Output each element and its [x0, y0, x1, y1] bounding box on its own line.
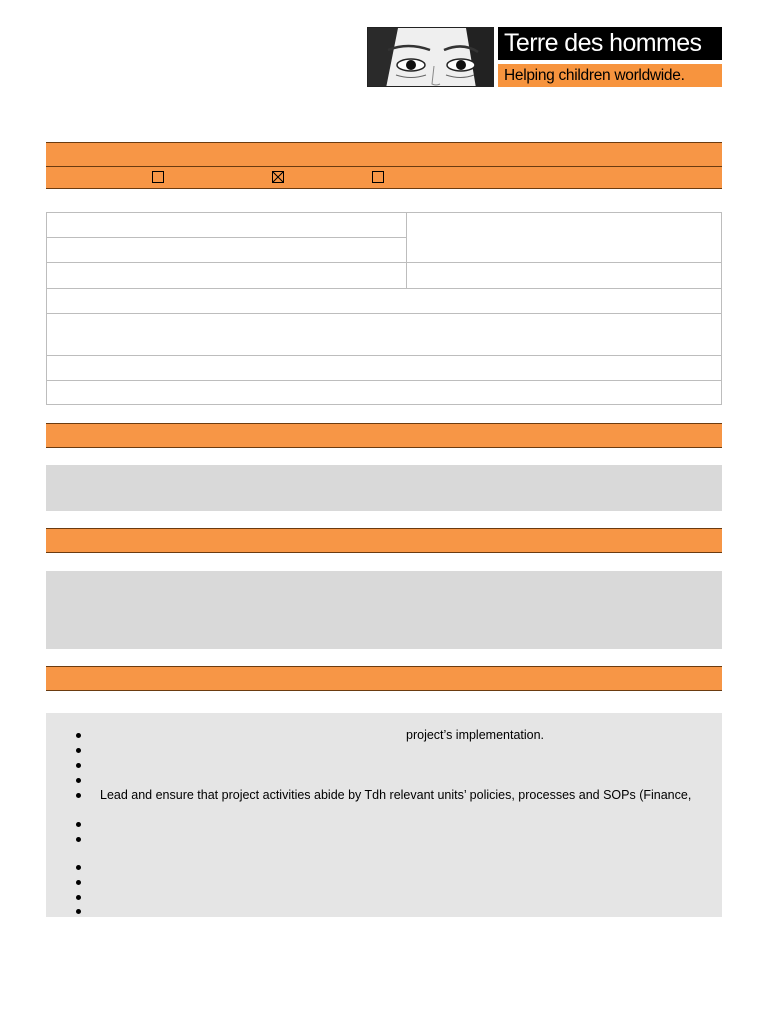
responsibility-text: Lead and ensure that project activities abide by Tdh relevant units’ policies, processes and SOPs (Finance,: [100, 788, 692, 802]
responsibility-item: [46, 832, 722, 846]
section-content-2: [46, 571, 722, 649]
responsibilities-list: [46, 713, 722, 917]
bullet-icon: [76, 895, 81, 900]
brand-name: Terre des hommes: [498, 27, 722, 60]
responsibility-item: [46, 773, 722, 787]
bullet-icon: [76, 865, 81, 870]
responsibility-item: [46, 875, 722, 889]
section-bar-3: [46, 666, 722, 691]
bullet-icon: [76, 880, 81, 885]
bullet-icon: [76, 822, 81, 827]
section-bar-1: [46, 423, 722, 448]
checkbox-option-3[interactable]: [372, 171, 384, 183]
title-bar: [46, 142, 722, 167]
responsibility-item: [46, 817, 722, 831]
brand-tagline: Helping children worldwide.: [498, 64, 722, 87]
bullet-icon: [76, 909, 81, 914]
contract-type-bar: [46, 167, 722, 189]
section-content-1: [46, 465, 722, 511]
bullet-icon: [76, 748, 81, 753]
bullet-icon: [76, 837, 81, 842]
bullet-icon: [76, 778, 81, 783]
bullet-icon: [76, 793, 81, 798]
child-eyes-photo: [367, 27, 494, 87]
bullet-icon: [76, 763, 81, 768]
responsibility-item: [46, 743, 722, 757]
section-bar-2: [46, 528, 722, 553]
responsibility-item: [46, 788, 722, 802]
responsibility-item: [46, 904, 722, 918]
responsibility-text: project’s implementation.: [406, 728, 545, 742]
position-info-table: [46, 212, 722, 405]
checkbox-option-2[interactable]: [272, 171, 284, 183]
responsibility-item: [46, 860, 722, 874]
responsibility-item: [46, 728, 722, 742]
bullet-icon: [76, 733, 81, 738]
checkbox-option-1[interactable]: [152, 171, 164, 183]
responsibility-item: [46, 890, 722, 904]
tdh-logo: [367, 27, 722, 87]
responsibility-item: [46, 758, 722, 772]
